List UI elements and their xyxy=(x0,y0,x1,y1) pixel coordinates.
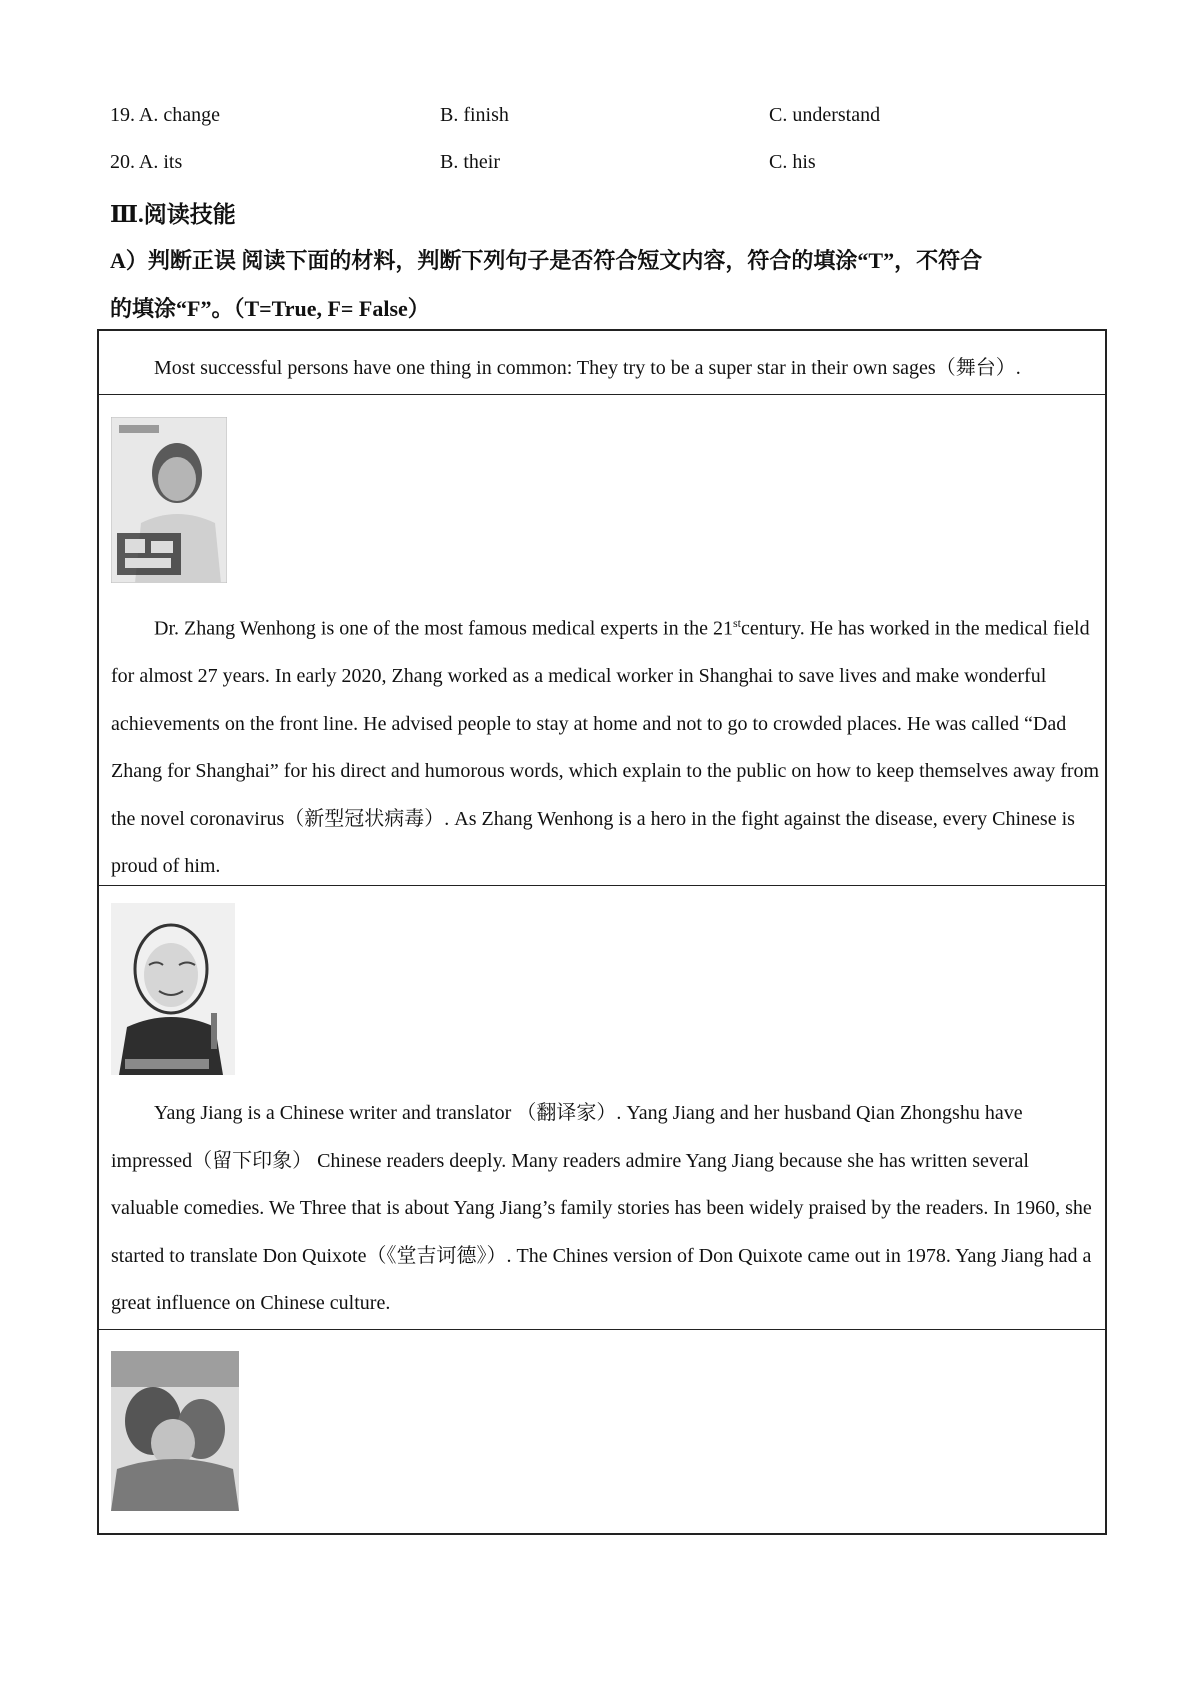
divider xyxy=(99,885,1105,886)
divider xyxy=(99,394,1105,395)
yang-jiang-photo xyxy=(111,903,235,1075)
section-title: Ⅲ.阅读技能 xyxy=(110,202,236,227)
q19-option-b: B. finish xyxy=(440,104,509,126)
q20-option-a: 20. A. its xyxy=(110,151,183,173)
q19-option-c: C. understand xyxy=(769,104,881,126)
q20-option-b: B. their xyxy=(440,151,500,173)
q19-option-a: 19. A. change xyxy=(110,104,220,126)
third-person-photo xyxy=(111,1351,239,1511)
zhang-wenhong-photo xyxy=(111,417,227,583)
yang-jiang-paragraph: Yang Jiang is a Chinese writer and translator （翻译家）. Yang Jiang and her husband Qian Zhongshu have impressed（留下印象） Chinese readers deeply. Many readers admire Yang Jiang because she has written several valuable comedies. We Three that is about Yang Jiang’s family stories has been widely praised by the readers. In 1960, she started to translate Don Quixote（《堂吉诃德》）. The Chines version of Don Quixote came out in 1978. Yang Jiang had a great influence on Chinese culture. xyxy=(111,1102,1092,1314)
instructions-line-2: 的填涂“F”。（T=True, F= False） xyxy=(110,296,430,321)
instructions-line-1: A）判断正误 阅读下面的材料，判断下列句子是否符合短文内容，符合的填涂“T”，不符合 xyxy=(110,248,983,273)
divider xyxy=(99,1329,1105,1330)
zhang-wenhong-paragraph: Dr. Zhang Wenhong is one of the most famous medical experts in the 21stcentury. He has worked in the medical field for almost 27 years. In early 2020, Zhang worked as a medical worker in Shanghai to save lives and make wonderful achievements on the front line. He advised people to stay at home and not to go to crowded places. He was called “Dad Zhang for Shanghai” for his direct and humorous words, which explain to the public on how to keep themselves away from the novel coronavirus（新型冠状病毒）. As Zhang Wenhong is a hero in the fight against the disease, every Chinese is proud of him. xyxy=(111,616,1100,878)
intro-sentence: Most successful persons have one thing in common: They try to be a super star in their own sages（舞台）. xyxy=(154,357,1021,379)
q20-option-c: C. his xyxy=(769,151,816,173)
reading-material-box xyxy=(97,329,1107,1535)
